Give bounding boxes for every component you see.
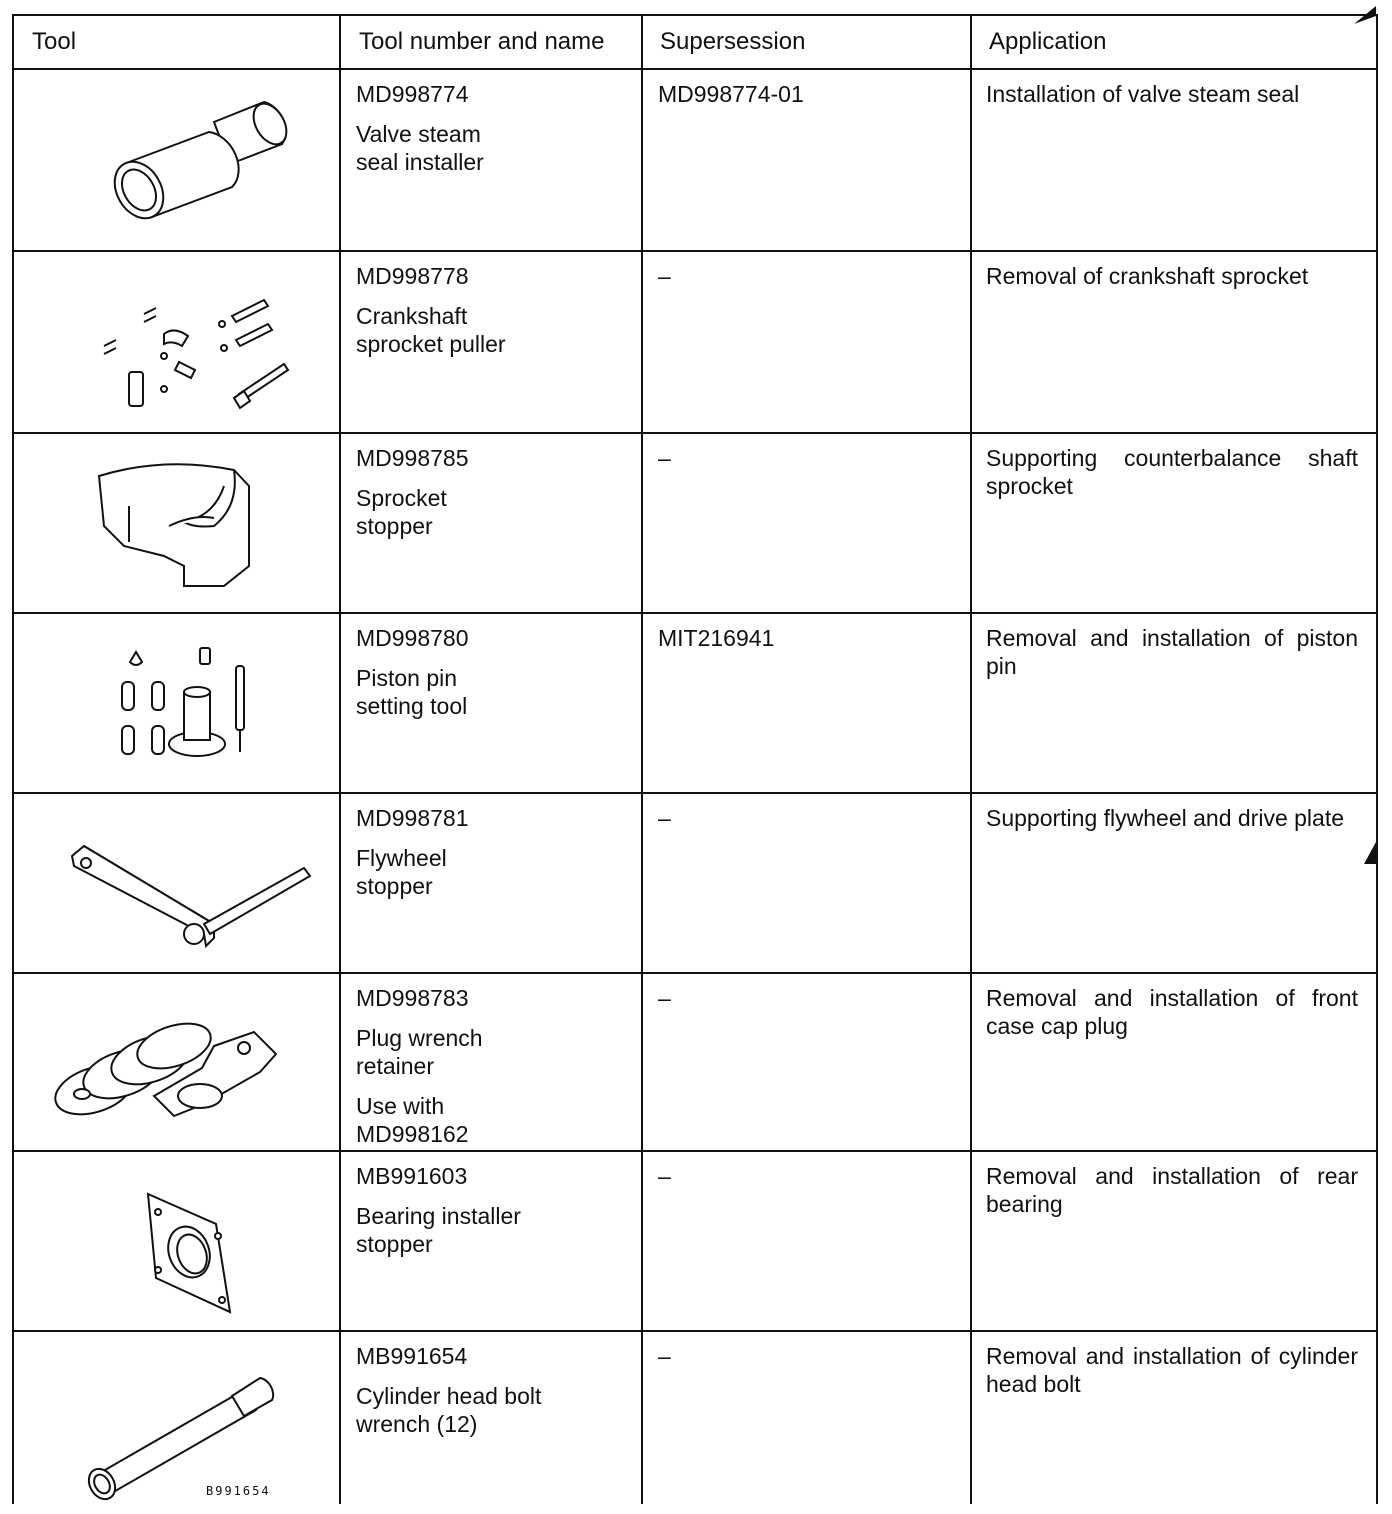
image-reference-code: B991654	[206, 1484, 271, 1498]
piston-pin-setting-tool-icon	[34, 626, 334, 796]
tool-name: Valve steam seal installer	[356, 121, 484, 175]
supersession-cell: –	[658, 445, 671, 471]
table-row	[14, 972, 1376, 1152]
tool-number: MD998783	[356, 985, 469, 1011]
table-row	[14, 250, 1376, 434]
application-cell: Supporting flywheel and drive plate	[986, 805, 1345, 831]
tool-number: MD998774	[356, 81, 469, 107]
cylinder-head-bolt-wrench-icon	[34, 1344, 334, 1514]
table-row	[14, 792, 1376, 974]
application-cell: Installation of valve steam seal	[986, 81, 1300, 107]
tool-name: Piston pin setting tool	[356, 665, 468, 719]
bearing-installer-stopper-icon	[34, 1164, 334, 1334]
application-cell: Removal and installation of rear bearing	[986, 1163, 1358, 1217]
tool-name: Sprocket stopper	[356, 485, 447, 539]
header-application: Application	[989, 28, 1107, 55]
table-header	[14, 16, 1376, 70]
table-row	[14, 1330, 1376, 1506]
table-row	[14, 1150, 1376, 1332]
tool-name: Flywheel stopper	[356, 845, 447, 899]
special-tools-table	[12, 14, 1378, 1504]
application-cell: Supporting counterbalance shaft sprocket	[986, 445, 1358, 499]
tool-number-name-cell	[356, 1162, 636, 1258]
flywheel-stopper-icon	[34, 806, 334, 976]
valve-stem-seal-installer-icon	[34, 82, 334, 252]
tool-number: MD998785	[356, 445, 469, 471]
header-tool: Tool	[32, 28, 77, 55]
tool-name: Crankshaft sprocket puller	[356, 303, 506, 357]
header-supersession: Supersession	[660, 28, 806, 55]
tool-number-name-cell	[356, 624, 636, 720]
tool-number-name-cell	[356, 80, 636, 176]
supersession-cell: –	[658, 263, 671, 289]
application-cell: Removal and installation of front case cap plug	[986, 985, 1358, 1039]
page-edge-mark	[1360, 838, 1380, 868]
tool-usage-note: Use with MD998162	[356, 1093, 469, 1147]
application-cell: Removal and installation of piston pin	[986, 625, 1358, 679]
application-cell: Removal and installation of cylinder head bolt	[986, 1343, 1358, 1397]
tool-number: MB991603	[356, 1163, 468, 1189]
tool-number: MB991654	[356, 1343, 468, 1369]
header-tool-number-name: Tool number and name	[359, 28, 605, 55]
supersession-cell: –	[658, 1163, 671, 1189]
table-row	[14, 612, 1376, 794]
tool-number-name-cell	[356, 262, 636, 358]
tool-number-name-cell	[356, 984, 636, 1148]
supersession-cell: –	[658, 1343, 671, 1369]
supersession-cell: –	[658, 985, 671, 1011]
tool-name: Plug wrench retainer	[356, 1025, 483, 1079]
sprocket-stopper-icon	[34, 446, 334, 616]
tool-number: MD998781	[356, 805, 469, 831]
table-row	[14, 70, 1376, 250]
tool-number: MD998778	[356, 263, 469, 289]
plug-wrench-retainer-icon	[34, 986, 334, 1156]
page-corner-mark	[1350, 2, 1380, 32]
application-cell: Removal of crankshaft sprocket	[986, 263, 1309, 289]
supersession-cell: MD998774-01	[658, 81, 804, 107]
tool-number: MD998780	[356, 625, 469, 651]
tool-number-name-cell	[356, 804, 636, 900]
supersession-cell: –	[658, 805, 671, 831]
tool-number-name-cell	[356, 1342, 636, 1438]
table-row	[14, 432, 1376, 614]
tool-name: Bearing installer stopper	[356, 1203, 521, 1257]
tool-name: Cylinder head bolt wrench (12)	[356, 1383, 542, 1437]
crankshaft-sprocket-puller-icon	[34, 264, 334, 434]
supersession-cell: MIT216941	[658, 625, 775, 651]
tool-number-name-cell	[356, 444, 636, 540]
